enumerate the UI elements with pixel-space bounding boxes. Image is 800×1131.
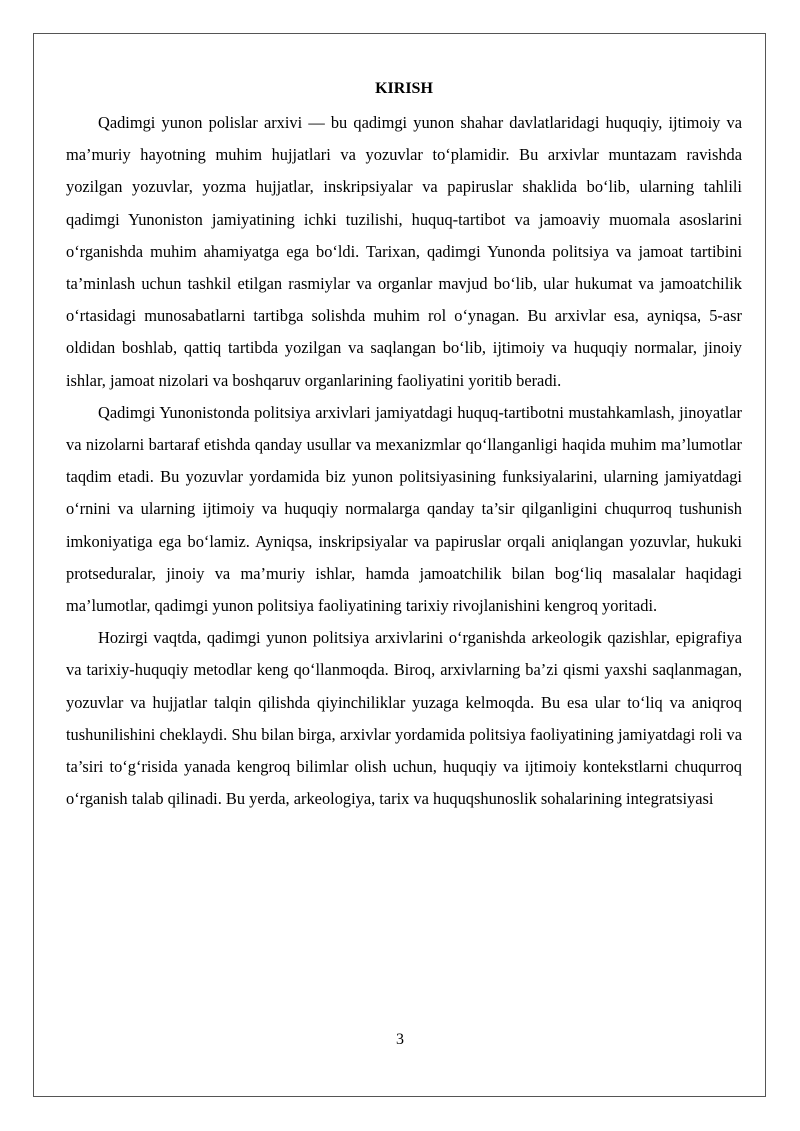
paragraph-2: Qadimgi Yunonistonda politsiya arxivlari jamiyatdagi huquq-tartibotni mustahkamlash, jinoyatlar va nizolarni bartaraf etishda qanday usullar va mexanizmlar qo‘llanganligi haqida muhim ma’lumotlar taqdim etadi. Bu yozuvlar yordamida biz yunon politsiyasining funksiyalarini, ularning jamiyatdagi o‘rnini va ularning ijtimoiy va huquqiy normalarga qanday ta’sir qilganligini chuqurroq tushunish imkoniyatiga ega bo‘lamiz. Ayniqsa, inskripsiyalar va papiruslar orqali aniqlangan yozuvlar, hukuki protseduralar, jinoiy va ma’muriy ishlar, hamda jamoatchilik bilan bog‘liq masalalar haqidagi ma’lumotlar, qadimgi yunon politsiya faoliyatining tarixiy rivojlanishini kengroq yoritadi. — [66, 402, 742, 616]
page-content — [66, 75, 742, 815]
page-number: 3 — [396, 1031, 404, 1048]
paragraph-3: Hozirgi vaqtda, qadimgi yunon politsiya arxivlarini o‘rganishda arkeologik qazishlar, epigrafiya va tarixiy-huquqiy metodlar keng qo‘llanmoqda. Biroq, arxivlarning ba’zi qismi yaxshi saqlanmagan, yozuvlar va hujjatlar talqin qilishda qiyinchiliklar yuzaga kelmoqda. Bu esa ular to‘liq va aniqroq tushunilishini cheklaydi. Shu bilan birga, arxivlar yordamida politsiya faoliyatining jamiyatdagi roli va ta’siri to‘g‘risida yanada kengroq bilimlar olish uchun, huquqiy va ijtimoiy kontekstlarni chuqurroq o‘rganish talab qilinadi. Bu yerda, arkeologiya, tarix va huquqshunoslik sohalarining integratsiyasi — [66, 628, 742, 809]
paragraph-1: Qadimgi yunon polislar arxivi — bu qadimgi yunon shahar davlatlaridagi huquqiy, ijtimoiy va ma’muriy hayotning muhim hujjatlari va yozuvlar to‘plamidir. Bu arxivlar muntazam ravishda yozilgan yozuvlar, yozma hujjatlar, inskripsiyalar va papiruslar shaklida bo‘lib, ularning tahlili qadimgi Yunoniston jamiyatining ichki tuzilishi, huquq-tartibot va jamoaviy muomala asoslarini o‘rganishda muhim ahamiyatga ega bo‘ldi. Tarixan, qadimgi Yunonda politsiya va jamoat tartibini ta’minlash uchun tashkil etilgan rasmiylar va organlar mavjud bo‘lib, ular hukumat va jamoatchilik o‘rtasidagi munosabatlarni tartibga solishda muhim rol o‘ynagan. Bu arxivlar esa, ayniqsa, 5-asr oldidan boshlab, qattiq tartibda yozilgan va saqlangan bo‘lib, ijtimoiy va huquqiy normalar, jinoiy ishlar, jamoat nizolari va boshqaruv organlarining faoliyatini yoritib beradi. — [66, 113, 742, 390]
section-heading: KIRISH — [375, 80, 433, 97]
